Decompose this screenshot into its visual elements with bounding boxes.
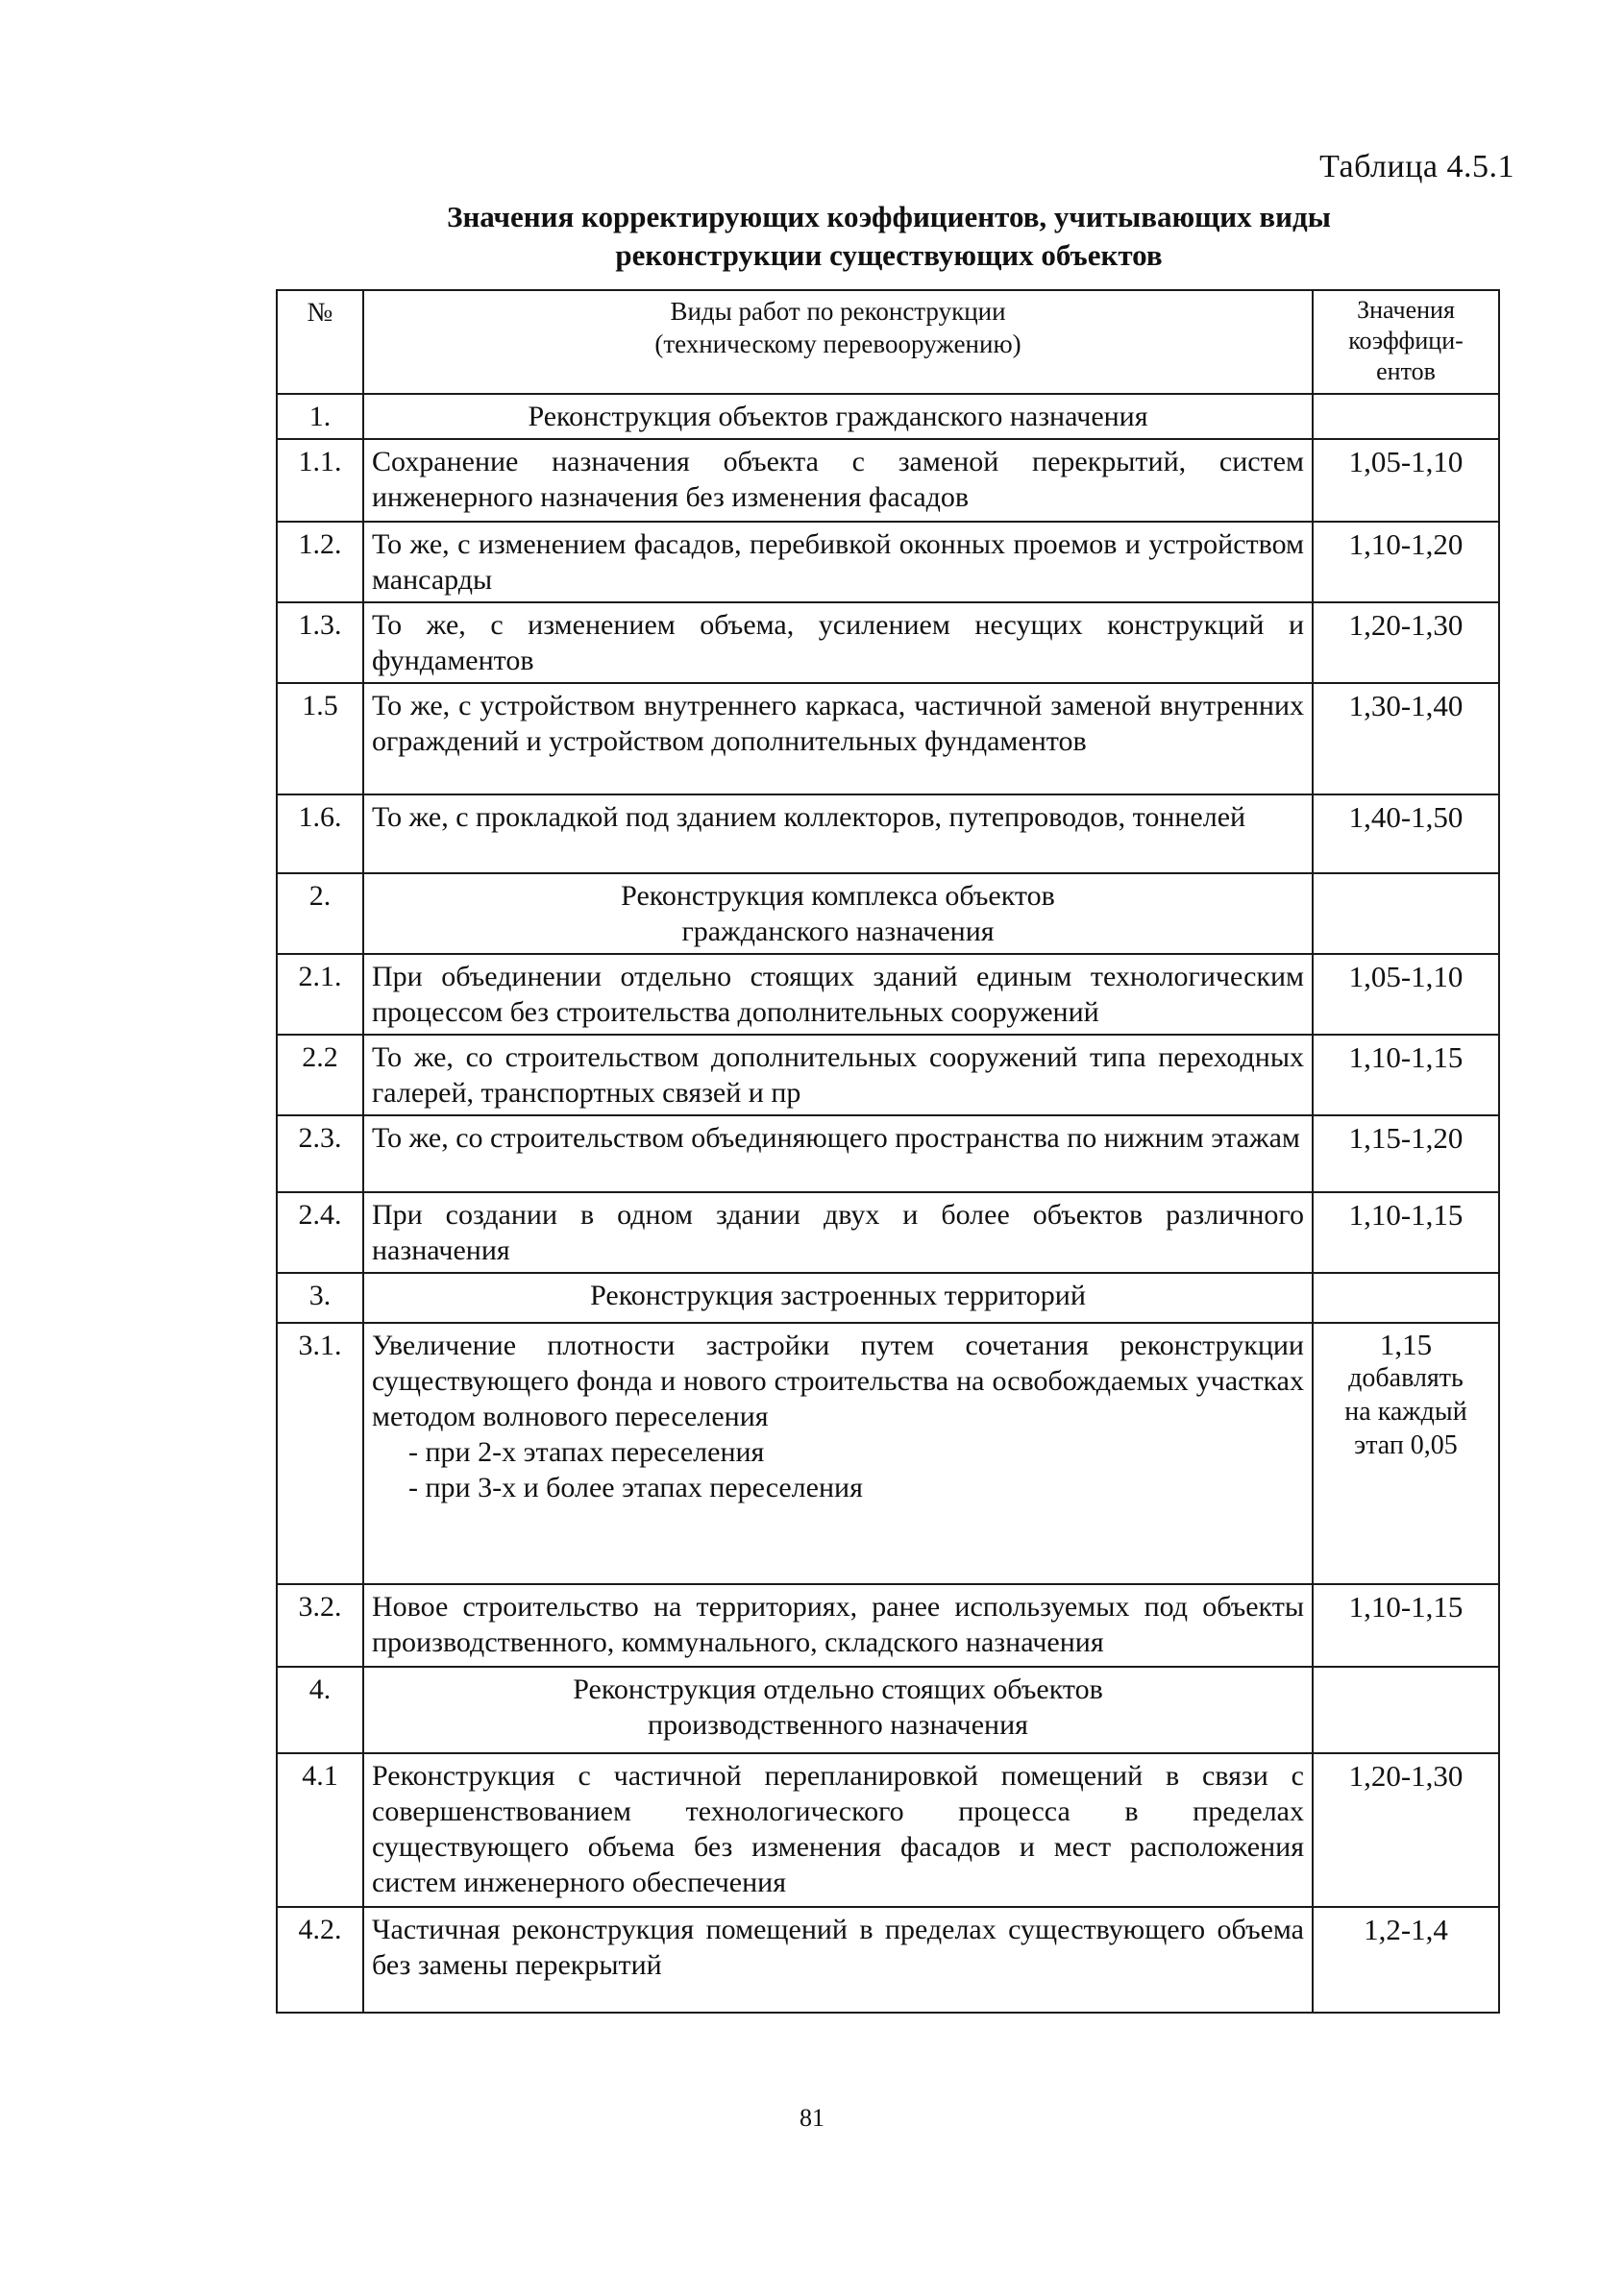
- row-description: То же, со строительством объединяющего пространства по нижним этажам: [363, 1115, 1313, 1192]
- row-value: [1313, 394, 1499, 439]
- page-number: 81: [800, 2104, 824, 2132]
- row-description: То же, с прокладкой под зданием коллекторов, путепроводов, тоннелей: [363, 794, 1313, 873]
- table-row: [277, 1753, 1499, 1907]
- table-row: [277, 1584, 1499, 1667]
- row-value: 1,20-1,30: [1313, 1753, 1499, 1907]
- row-description: При объединении отдельно стоящих зданий единым технологическим процессом без строительства дополнительных сооружений: [363, 954, 1313, 1035]
- row-number: 4.1: [277, 1753, 363, 1907]
- row-value-line-3: на каждый: [1344, 1397, 1467, 1427]
- row-number: 1.5: [277, 683, 363, 794]
- row-value: 1,40-1,50: [1313, 794, 1499, 873]
- table-row: [277, 873, 1499, 954]
- row-value: 1,10-1,15: [1313, 1192, 1499, 1273]
- table-row: [277, 683, 1499, 794]
- row-number: 3.: [277, 1273, 363, 1323]
- coefficients-table: [276, 289, 1500, 2014]
- row-number: 2.4.: [277, 1192, 363, 1273]
- table-row: [277, 1907, 1499, 2013]
- table-row: [277, 602, 1499, 683]
- row-description: То же, с изменением фасадов, перебивкой оконных проемов и устройством мансарды: [363, 522, 1313, 602]
- row-description: При создании в одном здании двух и более объектов различного назначения: [363, 1192, 1313, 1273]
- table-row: [277, 1273, 1499, 1323]
- header-number: №: [277, 290, 363, 394]
- table-row: [277, 1667, 1499, 1753]
- row-description: Частичная реконструкция помещений в пределах существующего объема без замены перекрытий: [363, 1907, 1313, 2013]
- table-row: [277, 522, 1499, 602]
- header-value-line-1: Значения: [1357, 296, 1455, 324]
- header-values: [1313, 290, 1499, 394]
- table-row: [277, 1323, 1499, 1584]
- row-value: [1313, 873, 1499, 954]
- row-number: 3.1.: [277, 1323, 363, 1584]
- row-value: [1313, 1323, 1499, 1584]
- row-value: 1,05-1,10: [1313, 954, 1499, 1035]
- row-value: 1,15-1,20: [1313, 1115, 1499, 1192]
- header-value-line-2: коэффици-: [1348, 327, 1464, 354]
- row-number: 2.2: [277, 1035, 363, 1115]
- table-row: [277, 394, 1499, 439]
- row-number: 1.6.: [277, 794, 363, 873]
- row-value: [1313, 1667, 1499, 1753]
- section-title-line-2: производственного назначения: [648, 1709, 1028, 1741]
- section-title: [363, 873, 1313, 954]
- row-value: 1,10-1,15: [1313, 1035, 1499, 1115]
- table-row: [277, 1192, 1499, 1273]
- row-value-line-4: этап 0,05: [1354, 1430, 1458, 1460]
- row-value: 1,10-1,15: [1313, 1584, 1499, 1667]
- row-value: 1,10-1,20: [1313, 522, 1499, 602]
- header-work-line-1: Виды работ по реконструкции: [670, 297, 1006, 326]
- row-number: 1.1.: [277, 439, 363, 522]
- row-description: То же, с изменением объема, усилением несущих конструкций и фундаментов: [363, 602, 1313, 683]
- row-bullet-item: - при 3-х и более этапах переселения: [408, 1472, 863, 1503]
- row-value: 1,2-1,4: [1313, 1907, 1499, 2013]
- row-description: Реконструкция с частичной перепланировкой помещений в связи с совершенствованием технологического процесса в пределах существующего объема без изменения фасадов и мест расположения систем инженерного обеспечения: [363, 1753, 1313, 1907]
- row-description: То же, со строительством дополнительных сооружений типа переходных галерей, транспортных связей и пр: [363, 1035, 1313, 1115]
- row-description: То же, с устройством внутреннего каркаса, частичной заменой внутренних ограждений и устройством дополнительных фундаментов: [363, 683, 1313, 794]
- table-row: [277, 794, 1499, 873]
- title-line-2: реконструкции существующих объектов: [615, 238, 1163, 272]
- table-row: [277, 1035, 1499, 1115]
- row-number: 2.1.: [277, 954, 363, 1035]
- row-number: 1.: [277, 394, 363, 439]
- table-row: [277, 954, 1499, 1035]
- table-header-row: [277, 290, 1499, 394]
- row-value: 1,30-1,40: [1313, 683, 1499, 794]
- row-value-line-1: 1,15: [1379, 1328, 1433, 1361]
- row-value: [1313, 1273, 1499, 1323]
- row-description-text: Увеличение плотности застройки путем сочетания реконструкции существующего фонда и нового строительства на освобождаемых участках методом волнового переселения: [372, 1330, 1304, 1432]
- header-value-line-3: ентов: [1376, 357, 1436, 385]
- table-label: Таблица 4.5.1: [1319, 149, 1514, 184]
- row-number: 4.2.: [277, 1907, 363, 2013]
- row-bullet-item: - при 2-х этапах переселения: [408, 1436, 765, 1468]
- row-description: Новое строительство на территориях, ранее используемых под объекты производственного, коммунального, складского назначения: [363, 1584, 1313, 1667]
- row-value-line-2: добавлять: [1348, 1363, 1464, 1393]
- section-title-line-2: гражданского назначения: [681, 916, 995, 947]
- document-title: [279, 198, 1499, 275]
- table-row: [277, 439, 1499, 522]
- row-value: 1,05-1,10: [1313, 439, 1499, 522]
- section-title: Реконструкция застроенных территорий: [363, 1273, 1313, 1323]
- section-title-line-1: Реконструкция отдельно стоящих объектов: [573, 1673, 1103, 1705]
- header-work-types: [363, 290, 1313, 394]
- row-number: 3.2.: [277, 1584, 363, 1667]
- title-line-1: Значения корректирующих коэффициентов, учитывающих виды: [447, 200, 1331, 233]
- section-title-line-1: Реконструкция комплекса объектов: [621, 880, 1055, 912]
- row-number: 4.: [277, 1667, 363, 1753]
- row-number: 2.3.: [277, 1115, 363, 1192]
- table-row: [277, 1115, 1499, 1192]
- row-description: [363, 1323, 1313, 1584]
- row-description: Сохранение назначения объекта с заменой перекрытий, систем инженерного назначения без изменения фасадов: [363, 439, 1313, 522]
- row-number: 1.2.: [277, 522, 363, 602]
- row-number: 2.: [277, 873, 363, 954]
- section-title: [363, 1667, 1313, 1753]
- row-value: 1,20-1,30: [1313, 602, 1499, 683]
- row-number: 1.3.: [277, 602, 363, 683]
- section-title: Реконструкция объектов гражданского назначения: [363, 394, 1313, 439]
- header-work-line-2: (техническому перевооружению): [654, 330, 1021, 358]
